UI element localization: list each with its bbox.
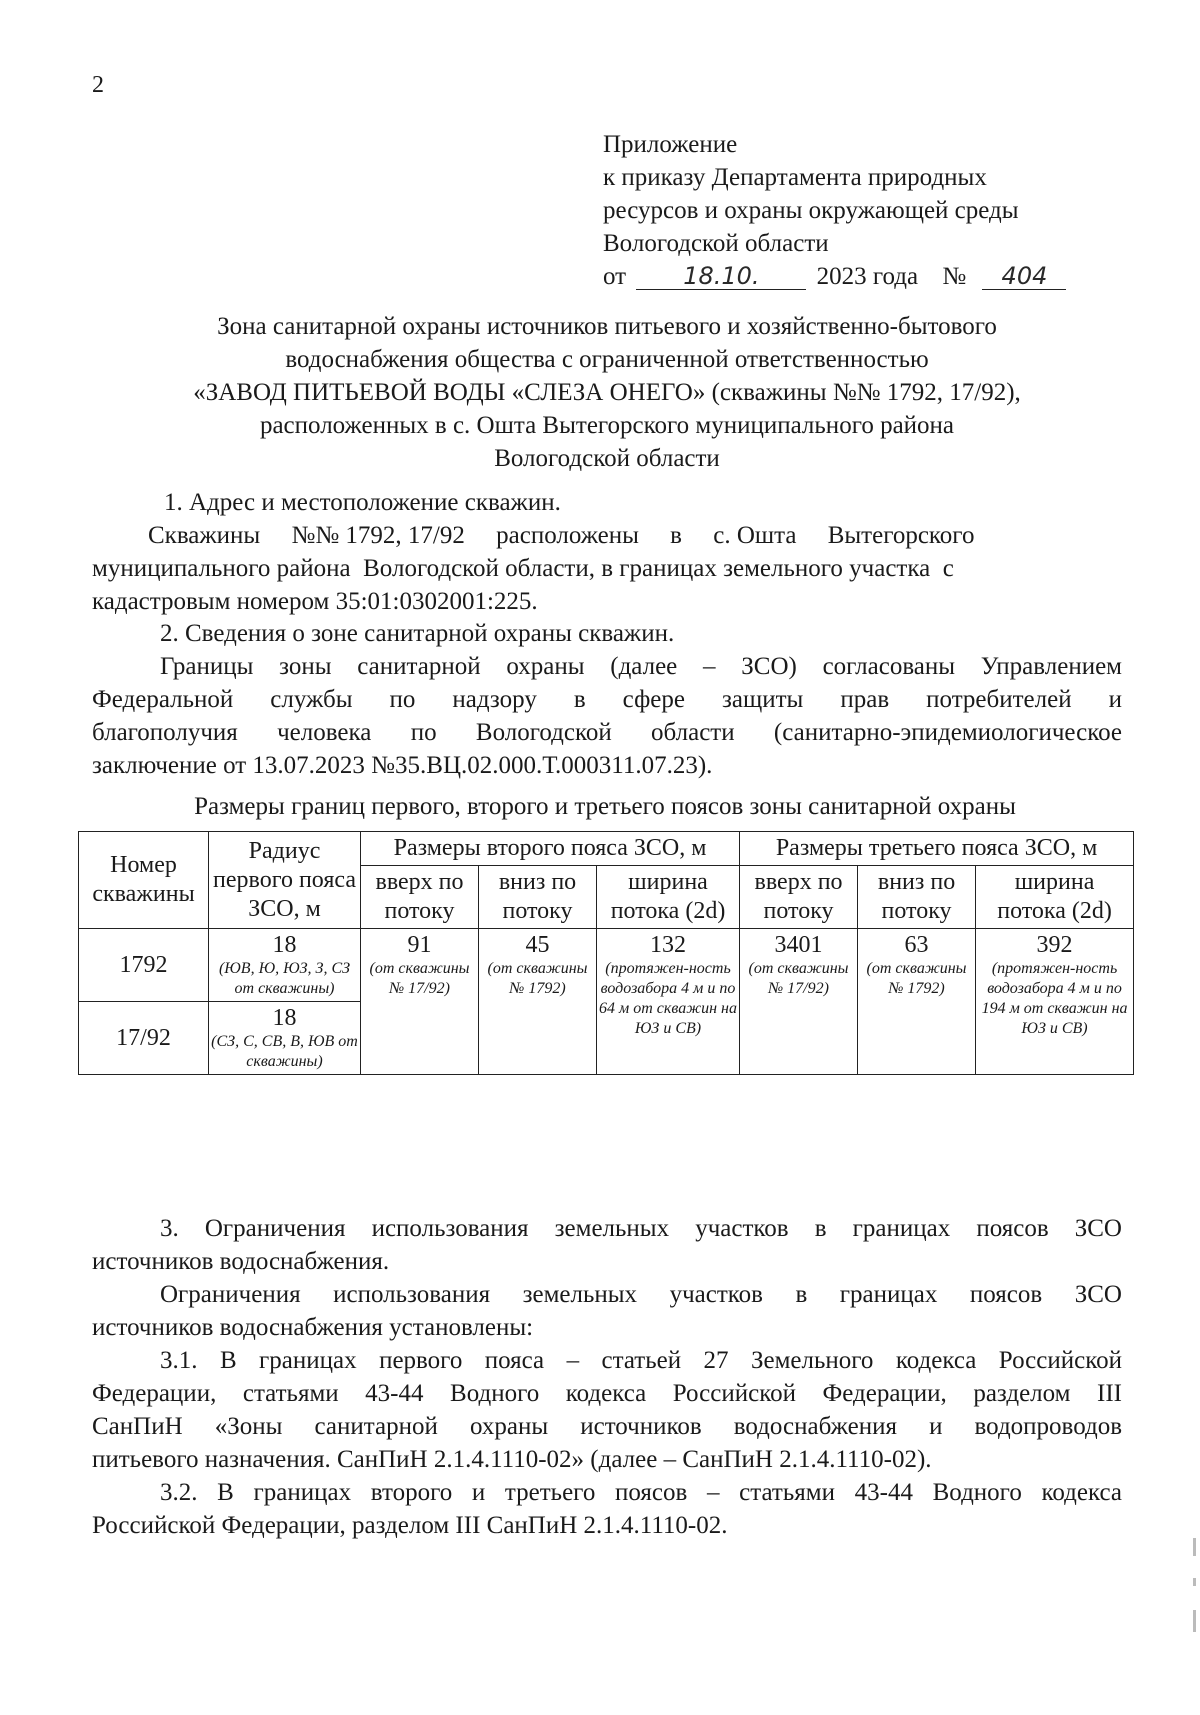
clause-3-1-line: 3.1. В границах первого пояса – статьей 27 Земельного кодекса Российской <box>160 1347 1122 1374</box>
section3-heading-line: 3. Ограничения использования земельных участков в границах поясов ЗСО <box>160 1215 1122 1242</box>
page-number: 2 <box>92 72 104 98</box>
header-third-upstream: вверх по потоку <box>740 866 858 929</box>
header-second-downstream: вниз по потоку <box>479 866 597 929</box>
zso-table <box>78 831 1134 1075</box>
header-well-number: Номер скважины <box>79 832 209 929</box>
section2-para-line: заключение от 13.07.2023 №35.ВЦ.02.000.Т.000311.07.23). <box>92 752 713 779</box>
appendix-line: ресурсов и охраны окружающей среды <box>603 197 1019 224</box>
scan-artifact <box>1193 1538 1196 1556</box>
title-line: Зона санитарной охраны источников питьевого и хозяйственно-бытового <box>217 313 997 340</box>
note: (от скважины № 1792) <box>866 960 967 997</box>
section3-para-line: Ограничения использования земельных участков в границах поясов ЗСО <box>160 1281 1122 1308</box>
title-line: водоснабжения общества с ограниченной ответственностью <box>285 346 929 373</box>
cell-first-belt-radius <box>209 929 361 1002</box>
cell-second-upstream <box>361 929 479 1075</box>
cell-third-upstream <box>740 929 858 1075</box>
title-line: расположенных в с. Ошта Вытегорского муниципального района <box>259 412 955 439</box>
header-second-upstream: вверх по потоку <box>361 866 479 929</box>
section1-para-line: муниципального района Вологодской области, в границах земельного участка с <box>92 555 954 582</box>
header-third-downstream: вниз по потоку <box>858 866 976 929</box>
header-second-belt: Размеры второго пояса ЗСО, м <box>361 832 740 866</box>
note: (протяжен-ность водозабора 4 м и по 194 м от скважин на ЮЗ и СВ) <box>981 960 1128 1037</box>
section2-para-line: Федеральной службы по надзору в сфере защиты прав потребителей и <box>92 686 1122 713</box>
section2-heading: 2. Сведения о зоне санитарной охраны скважин. <box>160 620 675 647</box>
section1-para-line: Скважины №№ 1792, 17/92 расположены в с. Ошта Вытегорского <box>148 522 975 549</box>
year-text: 2023 года <box>816 263 919 290</box>
handwritten-date: 18.10. <box>636 263 806 290</box>
appendix-line: к приказу Департамента природных <box>603 164 987 191</box>
header-third-width: ширина потока (2d) <box>976 866 1134 929</box>
cell-second-downstream <box>479 929 597 1075</box>
section3-heading-line: источников водоснабжения. <box>92 1248 390 1275</box>
appendix-date-line <box>603 260 1066 293</box>
note: (протяжен-ность водозабора 4 м и по 64 м от скважин на ЮЗ и СВ) <box>599 960 737 1037</box>
handwritten-number: 404 <box>982 263 1066 290</box>
cell-second-width <box>597 929 740 1075</box>
appendix-line: Вологодской области <box>603 230 829 257</box>
title-line: «ЗАВОД ПИТЬЕВОЙ ВОДЫ «СЛЕЗА ОНЕГО» (скважины №№ 1792, 17/92), <box>193 379 1021 406</box>
value: 91 <box>407 932 432 958</box>
value: 3401 <box>774 932 823 958</box>
section2-para-line: Границы зоны санитарной охраны (далее – ЗСО) согласованы Управлением <box>160 653 1122 680</box>
scan-artifact <box>1193 1578 1196 1586</box>
section1-heading: 1. Адрес и местоположение скважин. <box>164 489 561 516</box>
appendix-line: Приложение <box>603 131 738 158</box>
table-header-row <box>79 832 1134 866</box>
clause-3-1-line: СанПиН «Зоны санитарной охраны источников водоснабжения и водопроводов <box>92 1413 1122 1440</box>
table-row <box>79 929 1134 1002</box>
section3-para-line: источников водоснабжения установлены: <box>92 1314 534 1341</box>
header-second-width: ширина потока (2d) <box>597 866 740 929</box>
clause-3-2-line: 3.2. В границах второго и третьего поясов – статьями 43-44 Водного кодекса <box>160 1479 1122 1506</box>
scan-artifact <box>1193 1610 1196 1632</box>
value: 45 <box>525 932 550 958</box>
clause-3-1-line: питьевого назначения. СанПиН 2.1.4.1110-02» (далее – СанПиН 2.1.4.1110-02). <box>92 1446 932 1473</box>
note: (от скважины № 17/92) <box>748 960 849 997</box>
radius-note: (СЗ, С, СВ, В, ЮВ от скважины) <box>211 1033 358 1070</box>
clause-3-2-line: Российской Федерации, разделом III СанПиН 2.1.4.1110-02. <box>92 1512 728 1539</box>
appendix-block <box>603 128 1066 293</box>
note: (от скважины № 1792) <box>487 960 588 997</box>
date-prefix: от <box>603 263 627 290</box>
header-first-belt-radius: Радиус первого пояса ЗСО, м <box>209 832 361 929</box>
cell-third-downstream <box>858 929 976 1075</box>
cell-third-width <box>976 929 1134 1075</box>
table-caption: Размеры границ первого, второго и третьего поясов зоны санитарной охраны <box>194 793 1016 820</box>
cell-well-number: 1792 <box>79 929 209 1002</box>
number-sign: № <box>942 263 967 290</box>
cell-well-number: 17/92 <box>79 1002 209 1075</box>
radius-value: 18 <box>272 1005 297 1031</box>
radius-value: 18 <box>272 932 297 958</box>
note: (от скважины № 17/92) <box>369 960 470 997</box>
document-title <box>92 310 1122 475</box>
header-third-belt: Размеры третьего пояса ЗСО, м <box>740 832 1134 866</box>
value: 132 <box>650 932 687 958</box>
section1-para-line: кадастровым номером 35:01:0302001:225. <box>92 588 538 615</box>
value: 63 <box>904 932 929 958</box>
cell-first-belt-radius <box>209 1002 361 1075</box>
clause-3-1-line: Федерации, статьями 43-44 Водного кодекса Российской Федерации, разделом III <box>92 1380 1122 1407</box>
section2-para-line: благополучия человека по Вологодской области (санитарно-эпидемиологическое <box>92 719 1122 746</box>
title-line: Вологодской области <box>494 445 720 472</box>
value: 392 <box>1036 932 1073 958</box>
radius-note: (ЮВ, Ю, ЮЗ, З, СЗ от скважины) <box>218 960 351 997</box>
